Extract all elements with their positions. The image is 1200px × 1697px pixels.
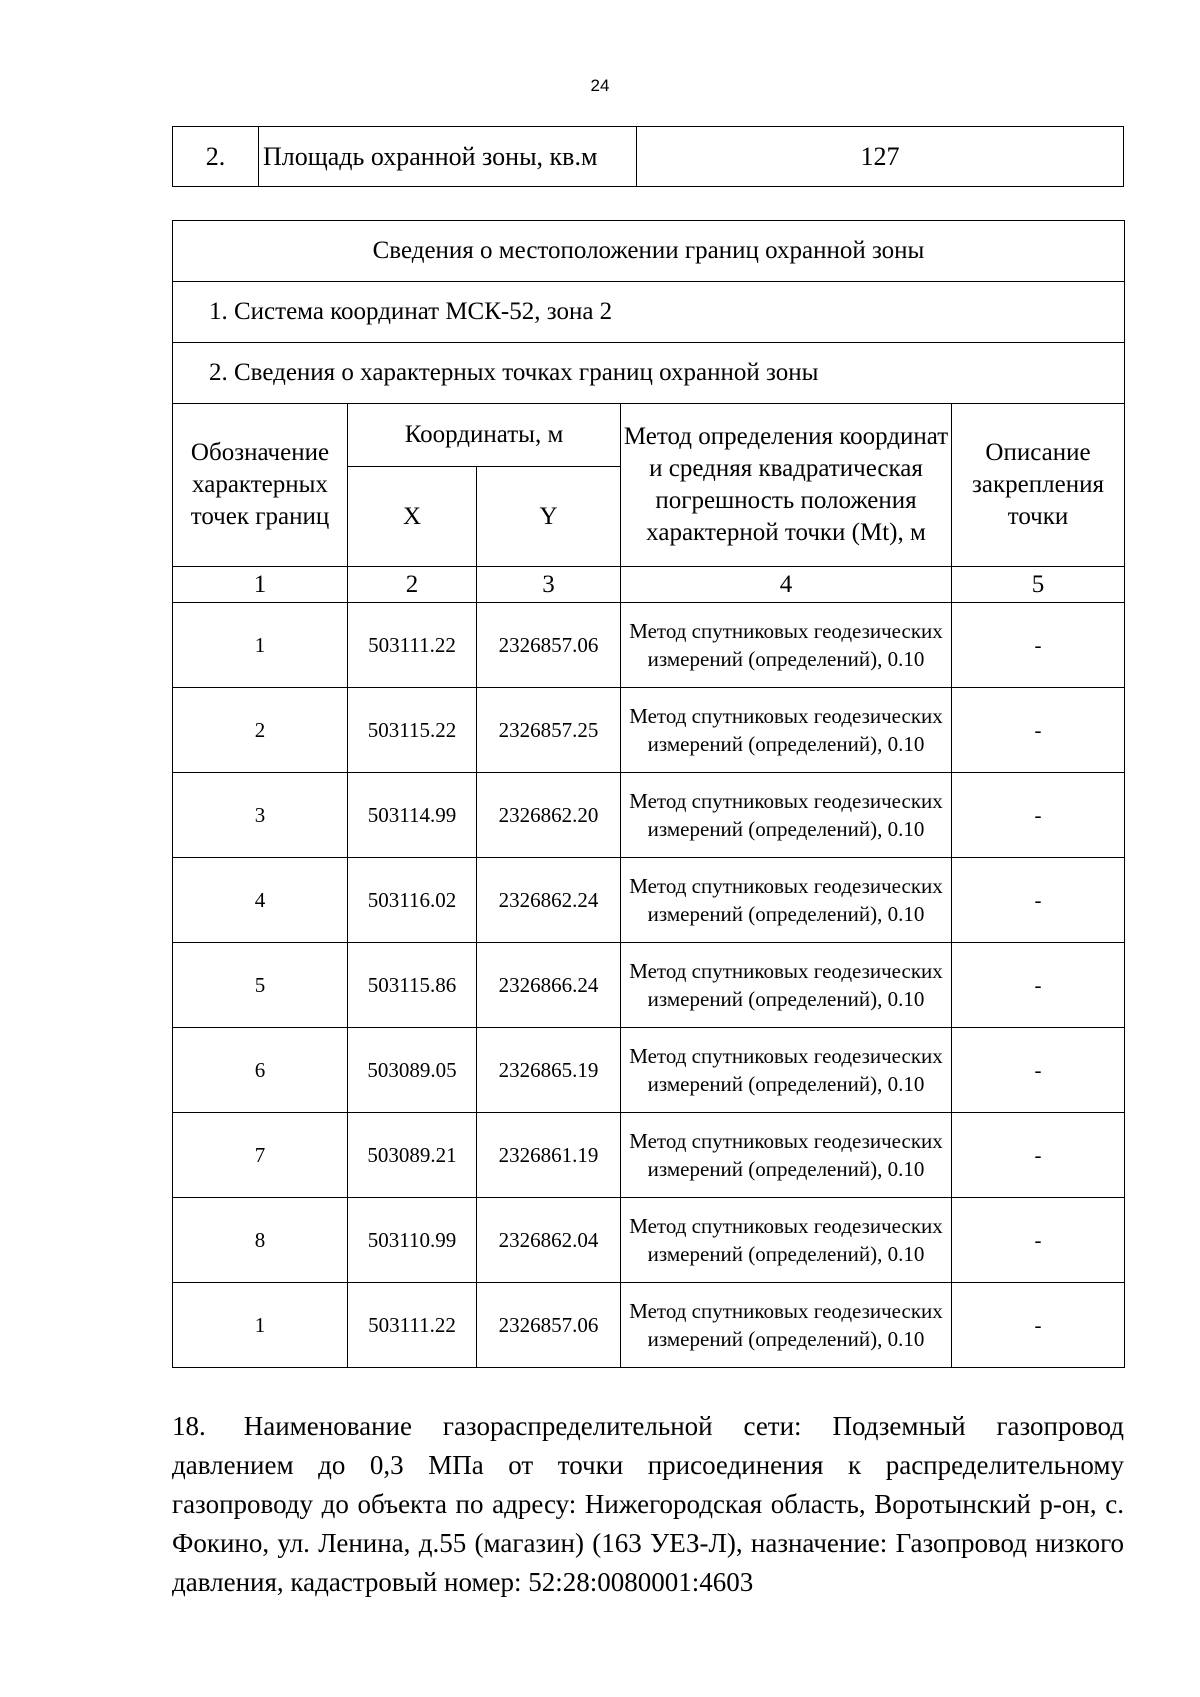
point-description: - — [952, 1028, 1125, 1113]
page-number: 24 — [590, 76, 610, 95]
header-method: Метод определения координат и средняя квадратическая погрешность положения характерной точки (Mt), м — [621, 404, 952, 567]
point-description: - — [952, 1283, 1125, 1368]
point-method: Метод спутниковых геодезических измерений (определений), 0.10 — [621, 1113, 952, 1198]
point-method: Метод спутниковых геодезических измерений (определений), 0.10 — [621, 858, 952, 943]
point-method: Метод спутниковых геодезических измерений (определений), 0.10 — [621, 1028, 952, 1113]
header-designation: Обозначение характерных точек границ — [173, 404, 348, 567]
table-row — [173, 688, 1125, 773]
table-row — [173, 1028, 1125, 1113]
coordinate-system: 1. Система координат МСК-52, зона 2 — [173, 282, 1125, 343]
point-description: - — [952, 773, 1125, 858]
point-description: - — [952, 603, 1125, 688]
paragraph-number: 18. — [172, 1411, 206, 1441]
point-y: 2326861.19 — [477, 1113, 621, 1198]
header-description: Описание закрепления точки — [952, 404, 1125, 567]
point-y: 2326862.20 — [477, 773, 621, 858]
point-id: 6 — [173, 1028, 348, 1113]
point-id: 1 — [173, 603, 348, 688]
points-caption: 2. Сведения о характерных точках границ охранной зоны — [173, 343, 1125, 404]
point-x: 503111.22 — [348, 603, 477, 688]
point-x: 503114.99 — [348, 773, 477, 858]
point-x: 503110.99 — [348, 1198, 477, 1283]
table-row — [173, 858, 1125, 943]
area-value: 127 — [637, 127, 1124, 187]
point-description: - — [952, 1113, 1125, 1198]
area-label: Площадь охранной зоны, кв.м — [259, 127, 637, 187]
column-number: 2 — [348, 567, 477, 603]
point-x: 503116.02 — [348, 858, 477, 943]
column-number: 3 — [477, 567, 621, 603]
point-id: 5 — [173, 943, 348, 1028]
row-number: 2. — [173, 127, 259, 187]
coordinates-table — [172, 220, 1125, 1368]
point-id: 3 — [173, 773, 348, 858]
column-number: 1 — [173, 567, 348, 603]
table-row — [173, 127, 1124, 187]
point-method: Метод спутниковых геодезических измерений (определений), 0.10 — [621, 603, 952, 688]
point-x: 503089.05 — [348, 1028, 477, 1113]
point-id: 8 — [173, 1198, 348, 1283]
point-y: 2326857.06 — [477, 1283, 621, 1368]
point-method: Метод спутниковых геодезических измерений (определений), 0.10 — [621, 943, 952, 1028]
point-x: 503089.21 — [348, 1113, 477, 1198]
header-coordinates: Координаты, м — [348, 404, 621, 467]
area-table — [172, 126, 1124, 187]
point-y: 2326862.04 — [477, 1198, 621, 1283]
table-row — [173, 1283, 1125, 1368]
point-y: 2326857.25 — [477, 688, 621, 773]
header-y: Y — [477, 467, 621, 567]
point-method: Метод спутниковых геодезических измерений (определений), 0.10 — [621, 688, 952, 773]
table-row — [173, 1198, 1125, 1283]
point-method: Метод спутниковых геодезических измерений (определений), 0.10 — [621, 773, 952, 858]
table-row — [173, 943, 1125, 1028]
point-method: Метод спутниковых геодезических измерений (определений), 0.10 — [621, 1283, 952, 1368]
point-x: 503111.22 — [348, 1283, 477, 1368]
point-description: - — [952, 688, 1125, 773]
point-description: - — [952, 1198, 1125, 1283]
point-x: 503115.22 — [348, 688, 477, 773]
point-y: 2326862.24 — [477, 858, 621, 943]
point-y: 2326866.24 — [477, 943, 621, 1028]
point-description: - — [952, 943, 1125, 1028]
table-row — [173, 1113, 1125, 1198]
header-x: X — [348, 467, 477, 567]
point-y: 2326865.19 — [477, 1028, 621, 1113]
table-row — [173, 603, 1125, 688]
table-title: Сведения о местоположении границ охранной зоны — [173, 221, 1125, 282]
point-x: 503115.86 — [348, 943, 477, 1028]
column-number: 4 — [621, 567, 952, 603]
point-id: 1 — [173, 1283, 348, 1368]
network-description-paragraph — [172, 1407, 1124, 1602]
point-description: - — [952, 858, 1125, 943]
column-number: 5 — [952, 567, 1125, 603]
point-id: 2 — [173, 688, 348, 773]
point-id: 7 — [173, 1113, 348, 1198]
point-y: 2326857.06 — [477, 603, 621, 688]
point-id: 4 — [173, 858, 348, 943]
paragraph-text: Наименование газораспределительной сети: Подземный газопровод давлением до 0,3 МПа от точки присоединения к распределительному газопроводу до объекта по адресу: Нижегородская область, Воротынский р-он, с. Фокино, ул. Ленина, д.55 (магазин) (163 УЕЗ-Л), назначение: Газопровод низкого давления, кадастровый номер: 52:28:0080001:4603 — [172, 1411, 1124, 1597]
table-row — [173, 773, 1125, 858]
point-method: Метод спутниковых геодезических измерений (определений), 0.10 — [621, 1198, 952, 1283]
